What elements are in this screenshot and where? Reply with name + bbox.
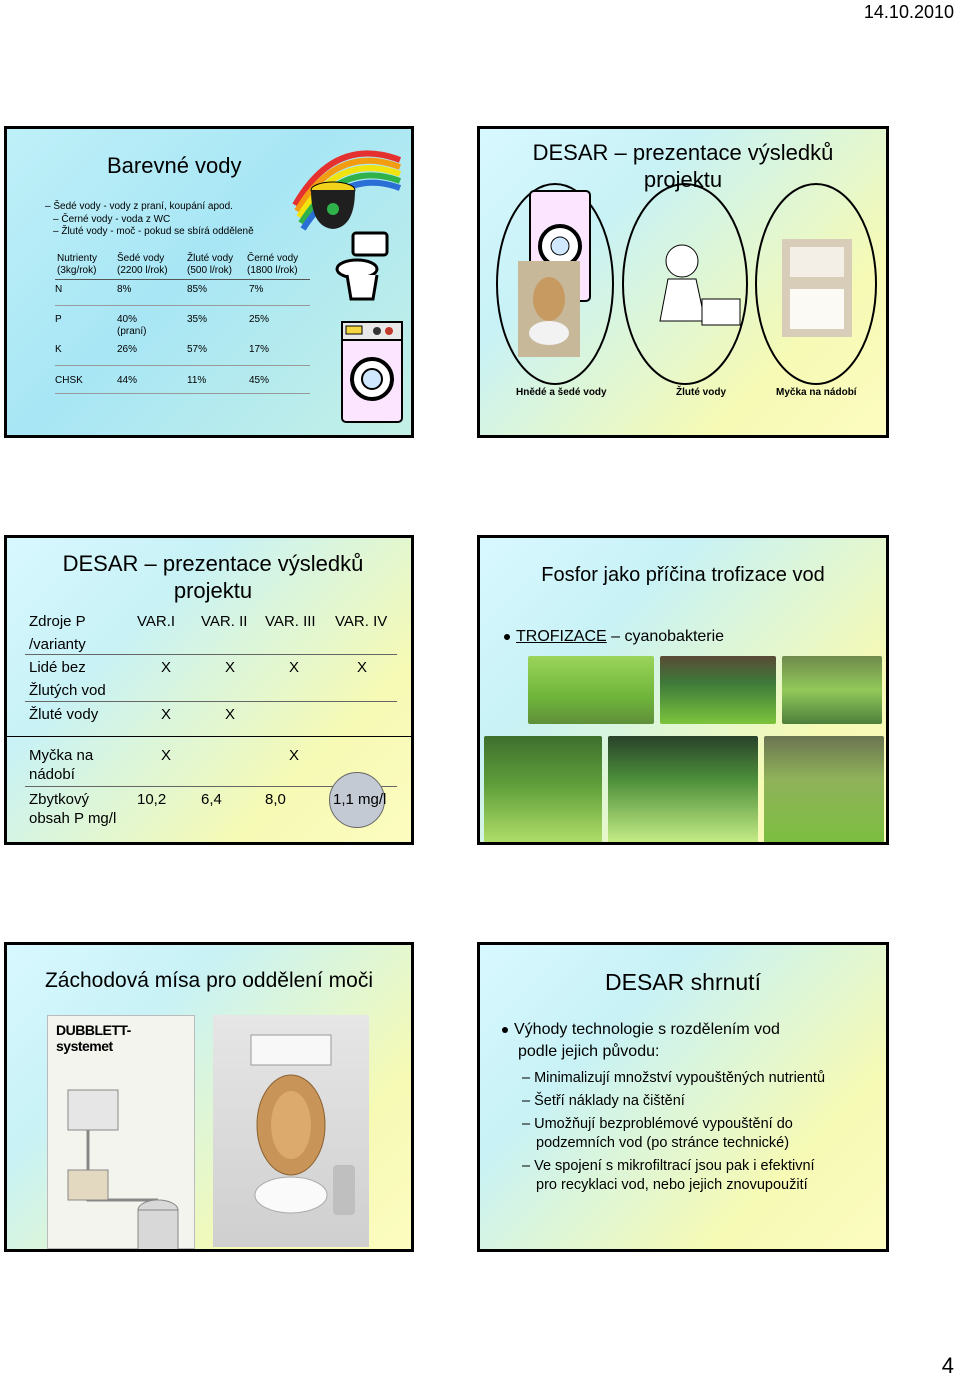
cell: X <box>161 659 172 676</box>
toilet-icon <box>213 1015 369 1247</box>
header-zdroje: Zdroje P /varianty <box>29 613 86 653</box>
toilet-photo <box>213 1015 369 1247</box>
table-divider <box>7 736 411 737</box>
row-name: CHSK <box>55 375 83 386</box>
slide-desar-prezentace-1 <box>477 126 889 438</box>
dash-icon: – <box>53 226 62 237</box>
algae-photo <box>660 656 776 724</box>
slide-zachodova-misa <box>4 942 414 1252</box>
bullet-icon <box>504 634 510 640</box>
header-var3: VAR. III <box>265 613 316 630</box>
desar-circles-illustration <box>490 181 880 387</box>
algae-photo <box>764 736 884 844</box>
cell: X <box>289 747 300 764</box>
poster-diagram <box>48 1060 194 1252</box>
cell: 10,2 <box>137 791 167 808</box>
col-header-cerne: Černé vody (1800 l/rok) <box>247 253 299 276</box>
cell-yellow: 11% <box>187 375 207 386</box>
col-header-zlute: Žluté vody (500 l/rok) <box>187 253 234 276</box>
cell-yellow: 57% <box>187 344 208 355</box>
cell: X <box>161 747 172 764</box>
header-var1: VAR.I <box>137 613 176 630</box>
table-divider <box>55 279 310 280</box>
cell: 1,1 mg/l <box>333 791 387 808</box>
page-number: 4 <box>941 1353 954 1378</box>
cell-black: 25% <box>249 314 270 325</box>
slide-title: Záchodová mísa pro oddělení moči <box>44 969 373 992</box>
dash-icon: – <box>522 1116 535 1132</box>
slide-title: DESAR – prezentace výsledků projektu <box>532 140 834 192</box>
header-var2: VAR. II <box>201 613 248 630</box>
table-divider <box>55 305 310 306</box>
cell-grey: 26% <box>117 344 138 355</box>
row-name: N <box>55 284 63 295</box>
slide-desar-prezentace-2 <box>4 535 414 845</box>
table-divider <box>55 393 310 394</box>
dash-icon: – <box>53 213 62 225</box>
cell: X <box>225 706 236 723</box>
cell-yellow: 35% <box>187 314 208 325</box>
label-mycka: Myčka na nádobí <box>776 387 857 398</box>
bullet-item: – Černé vody - voda z WC <box>53 213 171 225</box>
cell: 8,0 <box>265 791 286 808</box>
dash-icon: – <box>522 1070 535 1086</box>
header-var4: VAR. IV <box>335 613 388 630</box>
bullet-item: – Šedé vody - vody z praní, koupání apod. <box>45 201 233 212</box>
bullet-item: – Žluté vody - moč - pokud se sbírá odděleně <box>53 226 254 237</box>
row-label: Žluté vody <box>29 706 99 723</box>
row-label: Lidé bez Žlutých vod <box>29 659 106 699</box>
algae-photo <box>782 656 882 724</box>
slide-title: Fosfor jako příčina trofizace vod <box>541 564 825 586</box>
main-bullet: Výhody technologie s rozdělením vod podle jejich původu: <box>502 1019 780 1063</box>
cell: X <box>289 659 300 676</box>
label-hnede-sede: Hnědé a šedé vody <box>516 387 607 398</box>
dash-icon: – <box>45 201 54 212</box>
cell-grey: 8% <box>117 284 132 295</box>
bullet-icon <box>502 1027 508 1033</box>
dubblett-poster <box>47 1015 195 1249</box>
slide-fosfor <box>477 535 889 845</box>
list-item: – Minimalizují množství vypouštěných nutrientů <box>522 1070 826 1086</box>
toilet-icon <box>333 229 393 304</box>
col-header-nutrienty: Nutrienty (3kg/rok) <box>57 253 98 276</box>
cell: 6,4 <box>201 791 222 808</box>
cell-grey: 40% (praní) <box>117 314 147 337</box>
cell-black: 17% <box>249 344 270 355</box>
slide-desar-shrnuti <box>477 942 889 1252</box>
slide-title: Barevné vody <box>107 153 242 178</box>
table-divider <box>25 654 397 655</box>
cell: X <box>225 659 236 676</box>
date-header: 14.10.2010 <box>863 2 954 22</box>
cell-yellow: 85% <box>187 284 208 295</box>
algae-photo <box>528 656 654 724</box>
row-label: Zbytkový obsah P mg/l <box>29 791 117 827</box>
poster-title: DUBBLETT-systemet <box>56 1022 131 1054</box>
cell: X <box>357 659 368 676</box>
row-name: P <box>55 314 62 325</box>
slide-barevne-vody <box>4 126 414 438</box>
slide-title: DESAR shrnutí <box>605 969 761 995</box>
cell-black: 7% <box>249 284 264 295</box>
algae-photo <box>484 736 602 844</box>
list-item: – Ve spojení s mikrofiltrací jsou pak i efektivní pro recyklaci vod, nebo jejich znovupoužití <box>522 1158 815 1193</box>
washing-machine-icon <box>337 317 407 427</box>
cell-grey: 44% <box>117 375 138 386</box>
label-zlute: Žluté vody <box>676 387 727 398</box>
dash-icon: – <box>522 1093 535 1109</box>
algae-photo <box>608 736 758 844</box>
col-header-sede: Šedé vody (2200 l/rok) <box>117 253 168 276</box>
cell-black: 45% <box>249 375 270 386</box>
dash-icon: – <box>522 1158 535 1174</box>
cell: X <box>161 706 172 723</box>
sub-bullet-list <box>522 1069 825 1195</box>
table-divider <box>55 365 310 366</box>
list-item: – Šetří náklady na čištění <box>522 1093 685 1109</box>
bullet-list <box>45 201 254 239</box>
table-divider <box>25 701 397 702</box>
list-item: – Umožňují bezproblémové vypouštění do podzemních vod (po stránce technické) <box>522 1116 793 1151</box>
slide-title: DESAR – prezentace výsledků projektu <box>62 551 364 603</box>
row-name: K <box>55 344 62 355</box>
row-label: Myčka na nádobí <box>29 747 94 783</box>
bullet-trofizace: TROFIZACE – cyanobakterie <box>504 628 724 646</box>
